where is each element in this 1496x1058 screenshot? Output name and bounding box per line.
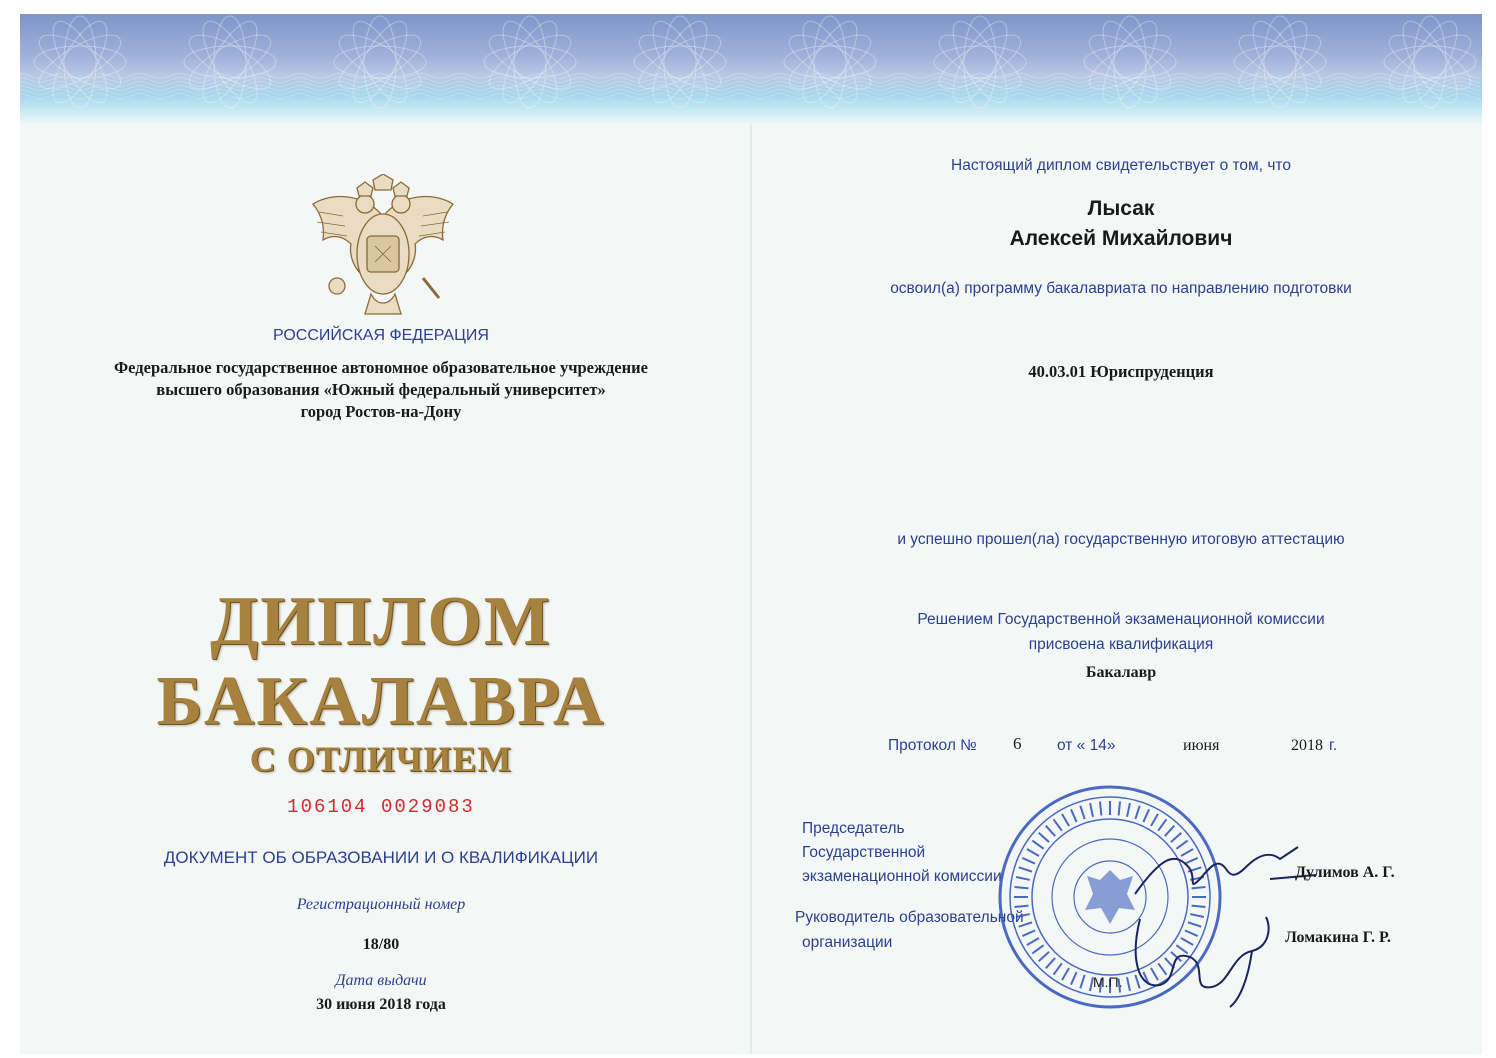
diploma-title-line-3: С ОТЛИЧИЕМ xyxy=(249,739,513,779)
attestation-text: и успешно прошел(ла) государственную итоговую аттестацию xyxy=(897,531,1345,548)
emblem xyxy=(303,174,463,324)
institution-line-1: Федеральное государственное автономное образовательное учреждение xyxy=(114,358,648,377)
chairman-title-2: Государственной xyxy=(802,844,926,861)
decision-line-2: присвоена квалификация xyxy=(1028,636,1214,653)
institution-line-2: высшего образования «Южный федеральный университет» xyxy=(156,380,606,399)
diploma-page xyxy=(20,14,1482,1054)
issue-date-label: Дата выдачи xyxy=(335,972,427,989)
qualification: Бакалавр xyxy=(1085,664,1157,681)
intro-text: Настоящий диплом свидетельствует о том, что xyxy=(951,157,1291,174)
protocol-year-suffix: г. xyxy=(1329,737,1338,754)
graduate-surname: Лысак xyxy=(1087,197,1155,220)
stamp-mark: М.П. xyxy=(1093,974,1123,990)
graduate-given-names: Алексей Михайлович xyxy=(1009,227,1233,250)
program-text: освоил(а) программу бакалавриата по направлению подготовки xyxy=(890,280,1352,297)
chairman-name: Дулимов А. Г. xyxy=(1295,864,1395,881)
decision-line-1: Решением Государственной экзаменационной комиссии xyxy=(917,611,1325,628)
head-title-1: Руководитель образовательной xyxy=(795,909,1024,926)
registration-label: Регистрационный номер xyxy=(296,896,466,913)
program-name: 40.03.01 Юриспруденция xyxy=(1028,362,1214,381)
document-type: ДОКУМЕНТ ОБ ОБРАЗОВАНИИ И О КВАЛИФИКАЦИИ xyxy=(163,848,599,867)
protocol-label: Протокол № xyxy=(888,737,977,754)
protocol-month: июня xyxy=(1183,737,1220,754)
country-name: РОССИЙСКАЯ ФЕДЕРАЦИЯ xyxy=(273,327,489,344)
chairman-title-3: экзаменационной комиссии xyxy=(802,868,1002,885)
issue-date: 30 июня 2018 года xyxy=(316,996,446,1013)
protocol-number: 6 xyxy=(1013,734,1022,753)
registration-number: 18/80 xyxy=(362,936,400,953)
protocol-day: от « 14» xyxy=(1057,737,1116,754)
chairman-title-1: Председатель xyxy=(802,820,905,837)
page-fold xyxy=(750,124,752,1054)
head-signature xyxy=(1120,899,1290,1009)
protocol-year: 2018 xyxy=(1291,737,1323,754)
guilloche-pattern xyxy=(20,14,1482,124)
diploma-title-line-1: ДИПЛОМ xyxy=(210,583,552,660)
head-name: Ломакина Г. Р. xyxy=(1285,929,1391,946)
double-headed-eagle-icon xyxy=(303,174,463,324)
diploma-title-line-2: БАКАЛАВРА xyxy=(156,663,606,740)
serial-number: 106104 0029083 xyxy=(287,796,475,818)
institution-line-3: город Ростов-на-Дону xyxy=(300,402,462,421)
security-band xyxy=(20,14,1482,124)
head-title-2: организации xyxy=(802,934,893,951)
